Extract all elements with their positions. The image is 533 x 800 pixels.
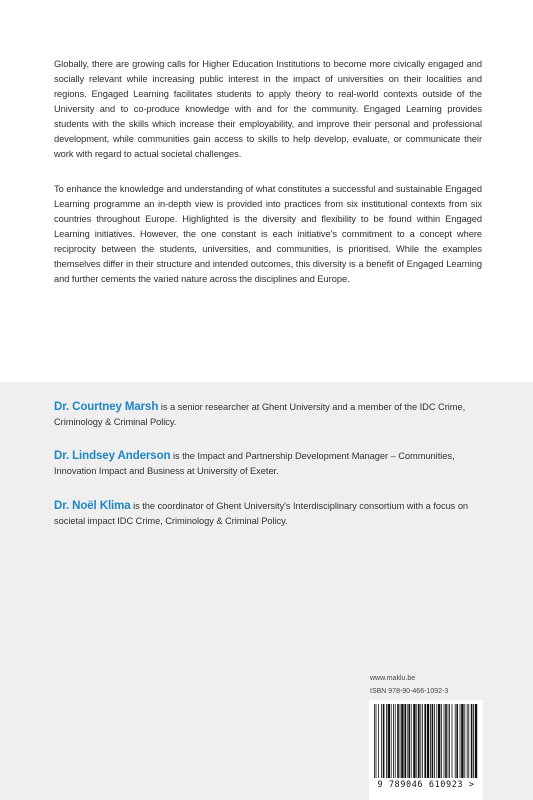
description-paragraph-2: To enhance the knowledge and understanding of what constitutes a successful and sustainable Engaged Learning programme an in-depth view is provided into practices from six institutional contexts from six countries throughout Europe. Highlighted is the diversity and flexibility to be found within Engaged Learning initiatives. However, the one constant is each initiative's commitment to a concept where reciprocity between the students, universities, and communities, is prioritised. While the examples themselves differ in their structure and intended outcomes, this diversity is a benefit of Engaged Learning and further cements the varied nature across the disciplines and Europe.	[54, 184, 482, 284]
barcode-bar	[473, 704, 474, 778]
barcode-bar	[411, 704, 412, 778]
barcode-bar	[388, 704, 390, 778]
barcode-bar	[455, 704, 456, 778]
barcode-bar	[471, 704, 473, 778]
barcode-bar	[427, 704, 429, 778]
author-name: Dr. Courtney Marsh	[54, 401, 159, 413]
barcode-bar	[445, 704, 447, 778]
barcode-bar	[430, 704, 431, 778]
barcode-bar	[432, 704, 434, 778]
barcode-bar	[416, 704, 417, 778]
publisher-website: www.maklu.be	[370, 675, 416, 682]
author-bio-text: is the coordinator of Ghent University's Interdisciplinary consortium with a focus on societal impact IDC Crime, Criminology & Criminal Policy.	[54, 501, 469, 526]
description-paragraph-1: Globally, there are growing calls for Higher Education Institutions to become more civically engaged and socially relevant while increasing public interest in the impact of universities on their localities and regions. Engaged Learning facilitates students to apply theory to real-world contexts outside of the University and to co-produce knowledge with and for the community. Engaged Learning provides students with the skills which increase their employability, and improve their personal and professional development, while communities gain access to skills to help develop, evaluate, or communicate their work with regard to actual societal challenges.	[54, 59, 482, 159]
barcode-bar	[456, 704, 458, 778]
barcode-bar	[434, 704, 435, 778]
author-bio-text: is the Impact and Partnership Development Manager – Communities, Innovation Impact and Business at University of Exeter.	[54, 451, 455, 476]
barcode-bar	[374, 704, 375, 778]
barcode	[369, 700, 483, 800]
barcode-bar	[448, 704, 449, 778]
barcode-bar	[395, 704, 396, 778]
barcode-bar	[386, 704, 387, 778]
author-bio-anderson	[54, 449, 482, 478]
author-bio-text: is a senior researcher at Ghent University and a member of the IDC Crime, Criminology & Criminal Policy.	[54, 402, 466, 427]
barcode-bar	[452, 704, 453, 778]
barcode-bar	[381, 704, 382, 778]
barcode-bar	[468, 704, 469, 778]
barcode-bar	[383, 704, 385, 778]
barcode-bar	[449, 704, 450, 778]
barcode-bar	[422, 704, 423, 778]
barcode-bars	[373, 704, 479, 780]
barcode-bar	[444, 704, 445, 778]
barcode-bar	[413, 704, 415, 778]
author-name: Dr. Lindsey Anderson	[54, 450, 171, 462]
description-section	[0, 0, 533, 382]
barcode-bar	[461, 704, 463, 778]
barcode-bar	[378, 704, 379, 778]
barcode-bar	[467, 704, 468, 778]
barcode-bar	[401, 704, 403, 778]
barcode-bar	[464, 704, 465, 778]
barcode-bar	[400, 704, 401, 778]
barcode-bar	[407, 704, 408, 778]
barcode-digits: 9 789046 610923 >	[377, 780, 475, 790]
barcode-bar	[420, 704, 421, 778]
barcode-bar	[376, 704, 377, 778]
barcode-bar	[397, 704, 399, 778]
barcode-bar	[393, 704, 394, 778]
barcode-bar	[438, 704, 440, 778]
author-name: Dr. Noël Klima	[54, 500, 131, 512]
author-bio-klima	[54, 499, 482, 528]
barcode-bar	[404, 704, 406, 778]
barcode-bar	[408, 704, 410, 778]
author-bio-marsh	[54, 400, 482, 429]
barcode-bar	[441, 704, 442, 778]
barcode-bar	[460, 704, 461, 778]
barcode-bar	[436, 704, 437, 778]
barcode-bar	[424, 704, 426, 778]
barcode-bar	[475, 704, 477, 778]
isbn-label: ISBN 978-90-466-1092-3	[370, 688, 449, 695]
barcode-bar	[418, 704, 420, 778]
barcode-bar	[391, 704, 392, 778]
